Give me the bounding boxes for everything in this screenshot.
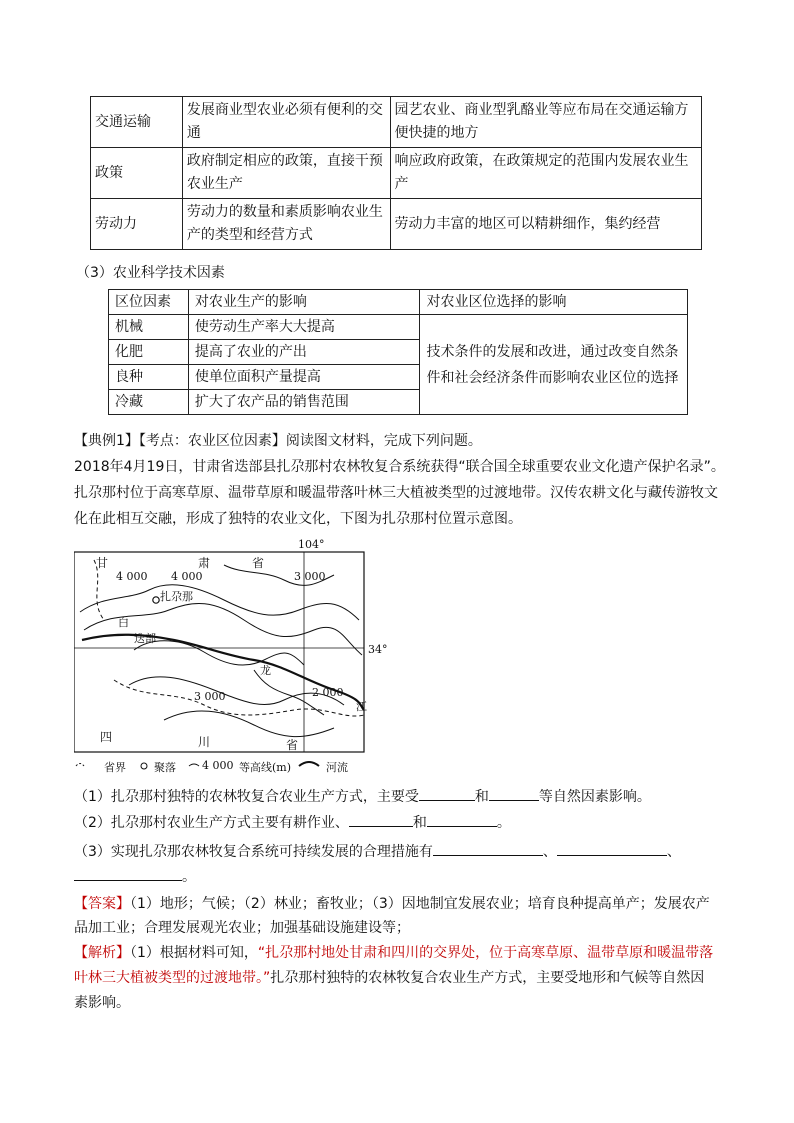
factor-cell: 良种	[109, 365, 189, 390]
province-label: 川	[198, 735, 211, 749]
table-row	[91, 97, 702, 148]
answer-label: 【答案】	[74, 896, 130, 912]
impact-cell: 政府制定相应的政策，直接干预农业生产	[182, 148, 390, 199]
answer-blank[interactable]	[349, 812, 413, 827]
impact-cell: 使单位面积产量提高	[188, 365, 420, 390]
factor-cell: 交通运输	[91, 97, 183, 148]
factor-cell: 劳动力	[91, 199, 183, 250]
analysis-line: 【解析】（1）根据材料可知，“扎尕那村地处甘肃和四川的交界处，位于高寒草原、温带草原和暖温带落	[74, 945, 714, 961]
contour-label: 4 000	[171, 570, 203, 583]
tech-factors-table	[108, 289, 688, 415]
question-3: （3）实现扎尕那农林牧复合系统可持续发展的合理措施有 、 、	[74, 841, 681, 863]
factor-cell: 政策	[91, 148, 183, 199]
answer-blank[interactable]	[419, 786, 475, 801]
table-header-row	[109, 290, 688, 315]
choice-cell: 响应政府政策，在政策规定的范围内发展农业生产	[390, 148, 701, 199]
longitude-label: 104°	[298, 538, 325, 551]
analysis-line: 叶林三大植被类型的过渡地带。”扎尕那村独特的农林牧复合农业生产方式，主要受地形和气候等自然因	[74, 970, 705, 986]
province-label: 甘	[96, 556, 109, 570]
legend-contour-value: 4 000	[202, 759, 234, 772]
answer-line: 品加工业；合理发展观光农业；加强基础设施建设等；	[74, 920, 410, 936]
province-label: 四	[100, 730, 113, 744]
impact-cell: 提高了农业的产出	[188, 340, 420, 365]
answer-line: 【答案】（1）地形；气候；（2）林业；畜牧业；（3）因地制宜发展农业；培育良种提高单产；发展农产	[74, 896, 710, 912]
analysis-label: 【解析】	[74, 945, 130, 961]
river-label: 江	[356, 700, 367, 713]
legend-river-label: 河流	[326, 761, 348, 774]
table-row	[91, 148, 702, 199]
example-para: 化在此相互交融，形成了独特的农业文化，下图为扎尕那村位置示意图。	[74, 511, 522, 527]
contour-label: 3 000	[194, 690, 226, 703]
contour-label: 4 000	[116, 570, 148, 583]
factor-cell: 机械	[109, 315, 189, 340]
legend-settlement-label: 聚落	[154, 761, 176, 774]
choice-cell: 园艺农业、商业型乳酪业等应布局在交通运输方便快捷的地方	[390, 97, 701, 148]
province-label: 省	[252, 556, 265, 570]
answer-blank[interactable]	[427, 812, 497, 827]
answer-blank[interactable]	[557, 841, 667, 856]
example-title: 【典例1】【考点：农业区位因素】阅读图文材料，完成下列问题。	[74, 433, 482, 449]
header-cell: 区位因素	[109, 290, 189, 315]
factor-cell: 冷藏	[109, 390, 189, 415]
choice-cell: 劳动力丰富的地区可以精耕细作，集约经营	[390, 199, 701, 250]
merged-cell: 技术条件的发展和改进，通过改变自然条件和社会经济条件而影响农业区位的选择	[420, 315, 688, 415]
answer-blank[interactable]	[74, 866, 182, 881]
province-label: 肃	[198, 556, 211, 570]
latitude-label: 34°	[368, 643, 388, 656]
header-cell: 对农业生产的影响	[188, 290, 420, 315]
answer-blank[interactable]	[489, 786, 539, 801]
legend-contour-label: 等高线(m)	[239, 761, 292, 774]
table-row	[91, 199, 702, 250]
location-map	[74, 540, 386, 776]
place-label: 迭部	[134, 632, 156, 645]
example-para: 扎尕那村位于高寒草原、温带草原和暖温带落叶林三大植被类型的过渡地带。汉传农耕文化与藏传游牧文	[74, 485, 718, 501]
factors-table	[90, 96, 702, 250]
analysis-line: 素影响。	[74, 995, 130, 1011]
impact-cell: 使劳动生产率大大提高	[188, 315, 420, 340]
question-3-cont: 。	[74, 866, 196, 888]
factor-cell: 化肥	[109, 340, 189, 365]
contour-label: 2 000	[312, 686, 344, 699]
impact-cell: 劳动力的数量和素质影响农业生产的类型和经营方式	[182, 199, 390, 250]
question-1: （1）扎尕那村独特的农林牧复合农业生产方式，主要受 和 等自然因素影响。	[74, 786, 651, 808]
legend-border-label: 省界	[104, 761, 126, 774]
place-label: 扎尕那	[160, 590, 193, 603]
impact-cell: 发展商业型农业必须有便利的交通	[182, 97, 390, 148]
table-row	[109, 315, 688, 340]
province-label: 省	[286, 738, 299, 752]
river-label: 白	[118, 616, 129, 629]
header-cell: 对农业区位选择的影响	[420, 290, 688, 315]
answer-blank[interactable]	[433, 841, 543, 856]
river-label: 龙	[260, 664, 271, 677]
example-para: 2018年4月19日，甘肃省迭部县扎尕那村农林牧复合系统获得“联合国全球重要农业文化遗产保护名录”。	[74, 459, 725, 475]
question-2: （2）扎尕那村农业生产方式主要有耕作业、 和 。	[74, 812, 511, 834]
section-title: （3）农业科学技术因素	[76, 265, 225, 281]
contour-label: 3 000	[294, 570, 326, 583]
impact-cell: 扩大了农产品的销售范围	[188, 390, 420, 415]
